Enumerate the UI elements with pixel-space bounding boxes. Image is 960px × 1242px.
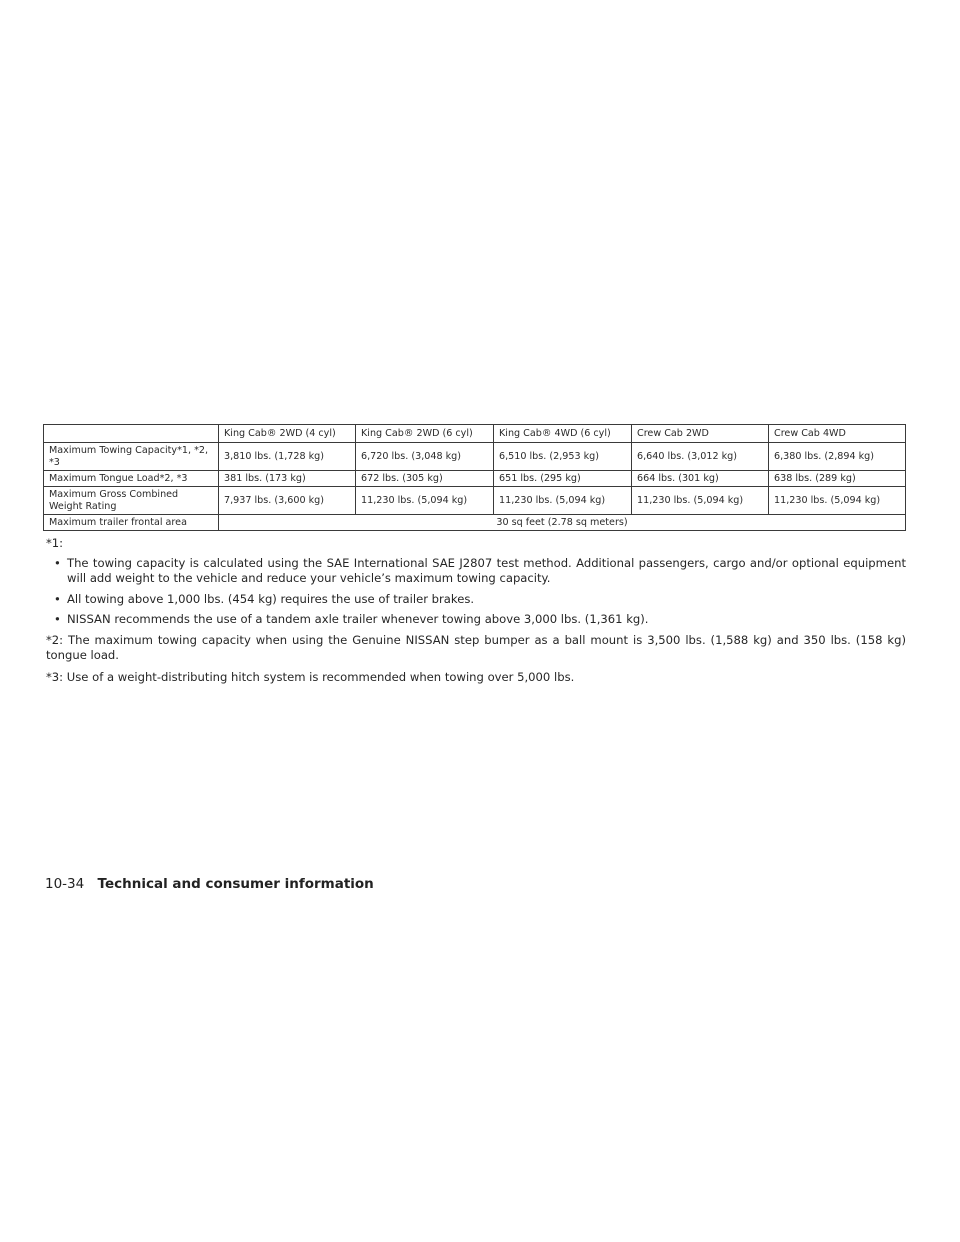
table-row — [44, 443, 906, 471]
table-cell-spanning: 30 sq feet (2.78 sq meters) — [219, 515, 906, 531]
list-item-text: The towing capacity is calculated using the SAE International SAE J2807 test method. Additional passengers, cargo and/or optional equipment will add weight to the vehicle and reduce your vehicle’s maximum towing capacity. — [67, 555, 906, 585]
list-item — [46, 556, 906, 587]
table-cell: 381 lbs. (173 kg) — [219, 471, 356, 487]
table-cell: 638 lbs. (289 kg) — [769, 471, 906, 487]
page-number: 10-34 — [45, 876, 85, 892]
table-cell: 6,380 lbs. (2,894 kg) — [769, 443, 906, 471]
table-cell: 6,640 lbs. (3,012 kg) — [632, 443, 769, 471]
table-cell: 11,230 lbs. (5,094 kg) — [494, 487, 632, 515]
table-cell: 651 lbs. (295 kg) — [494, 471, 632, 487]
table-row — [44, 471, 906, 487]
bullet-icon: • — [54, 612, 61, 626]
table-header-row — [44, 425, 906, 443]
table-header-cell: King Cab® 2WD (6 cyl) — [356, 425, 494, 443]
page-footer — [45, 876, 374, 892]
table-header-cell: Crew Cab 2WD — [632, 425, 769, 443]
row-label: Maximum Tongue Load*2, *3 — [44, 471, 219, 487]
footnote-1-list — [46, 556, 906, 628]
list-item — [46, 612, 906, 628]
table-header-cell-empty — [44, 425, 219, 443]
list-item — [46, 592, 906, 608]
footnote-3: *3: Use of a weight-distributing hitch system is recommended when towing over 5,000 lbs. — [46, 669, 575, 684]
table-cell: 11,230 lbs. (5,094 kg) — [632, 487, 769, 515]
row-label: Maximum Gross Combined Weight Rating — [44, 487, 219, 515]
table-header-cell: King Cab® 2WD (4 cyl) — [219, 425, 356, 443]
table-cell: 7,937 lbs. (3,600 kg) — [219, 487, 356, 515]
table-cell: 664 lbs. (301 kg) — [632, 471, 769, 487]
table-cell: 11,230 lbs. (5,094 kg) — [356, 487, 494, 515]
list-item-text: NISSAN recommends the use of a tandem axle trailer whenever towing above 3,000 lbs. (1,361 kg). — [67, 612, 649, 626]
footnotes — [46, 536, 906, 691]
bullet-icon: • — [54, 591, 61, 606]
table-row — [44, 515, 906, 531]
row-label: Maximum trailer frontal area — [44, 515, 219, 531]
table-cell: 6,510 lbs. (2,953 kg) — [494, 443, 632, 471]
table-row — [44, 487, 906, 515]
towing-capacity-table — [43, 424, 906, 531]
section-title: Technical and consumer information — [97, 876, 374, 892]
bullet-icon: • — [54, 555, 61, 570]
footnote-2: *2: The maximum towing capacity when using the Genuine NISSAN step bumper as a ball mount is 3,500 lbs. (1,588 kg) and 350 lbs. (158 kg) tongue load. — [46, 632, 906, 662]
footnote-1-title: *1: — [46, 536, 64, 550]
table-header-cell: King Cab® 4WD (6 cyl) — [494, 425, 632, 443]
table-cell: 3,810 lbs. (1,728 kg) — [219, 443, 356, 471]
row-label: Maximum Towing Capacity*1, *2, *3 — [44, 443, 219, 471]
table-header-cell: Crew Cab 4WD — [769, 425, 906, 443]
table-cell: 6,720 lbs. (3,048 kg) — [356, 443, 494, 471]
list-item-text: All towing above 1,000 lbs. (454 kg) requires the use of trailer brakes. — [67, 591, 475, 606]
table-cell: 11,230 lbs. (5,094 kg) — [769, 487, 906, 515]
table-cell: 672 lbs. (305 kg) — [356, 471, 494, 487]
